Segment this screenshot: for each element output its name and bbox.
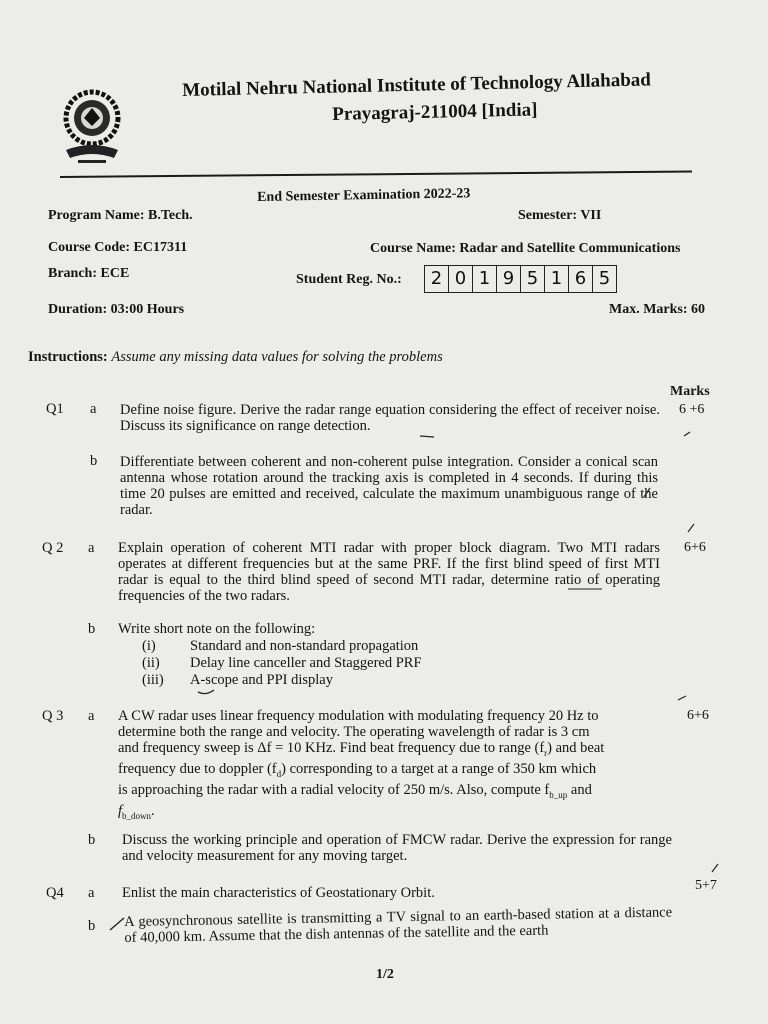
list-item-number: (iii) bbox=[142, 672, 164, 688]
part-label: b bbox=[88, 832, 96, 848]
question-marks: 5+7 bbox=[695, 878, 717, 893]
program-name: Program Name: B.Tech. bbox=[48, 208, 193, 223]
marks-header: Marks bbox=[670, 384, 710, 399]
list-item bbox=[142, 672, 422, 689]
page-number: 1/2 bbox=[376, 967, 394, 982]
question-text: Discuss the working principle and operation of FMCW radar. Derive the expression for range and velocity measurement for any moving target. bbox=[122, 832, 672, 864]
institute-logo bbox=[56, 84, 128, 166]
reg-digit: 6 bbox=[569, 266, 593, 292]
reg-digit: 0 bbox=[449, 266, 473, 292]
reg-digit: 2 bbox=[425, 266, 449, 292]
instructions bbox=[28, 349, 443, 366]
instructions-label: Instructions: bbox=[28, 349, 108, 365]
duration: Duration: 03:00 Hours bbox=[48, 302, 185, 317]
reg-digit: 5 bbox=[521, 266, 545, 292]
instructions-text: Assume any missing data values for solving the problems bbox=[111, 349, 443, 365]
question-text: Write short note on the following: bbox=[118, 621, 316, 637]
course-code: Course Code: EC17311 bbox=[48, 240, 188, 255]
list-item-text: A-scope and PPI display bbox=[190, 672, 333, 688]
list-item bbox=[142, 655, 422, 672]
exam-title: End Semester Examination 2022-23 bbox=[257, 186, 471, 205]
question-text: A geosynchronous satellite is transmitting a TV signal to an earth-based station at a distance of 40,000 km. Assume that the dish antennas of the satellite and the earth bbox=[124, 904, 673, 946]
list-item-text: Delay line canceller and Staggered PRF bbox=[190, 655, 422, 671]
semester: Semester: VII bbox=[518, 208, 602, 223]
part-label: b bbox=[88, 918, 96, 934]
question-number: Q1 bbox=[46, 401, 64, 417]
part-label: a bbox=[88, 708, 95, 724]
question-number: Q 3 bbox=[42, 708, 64, 724]
reg-digit: 1 bbox=[545, 266, 569, 292]
reg-digit: 1 bbox=[473, 266, 497, 292]
list-item-number: (ii) bbox=[142, 655, 160, 671]
max-marks: Max. Marks: 60 bbox=[609, 302, 706, 317]
part-label: a bbox=[88, 885, 95, 901]
header-divider bbox=[60, 170, 692, 178]
part-label: a bbox=[88, 540, 95, 556]
question-marks: 6+6 bbox=[687, 708, 709, 723]
student-reg-number-box bbox=[424, 265, 617, 293]
list-item bbox=[142, 638, 422, 655]
question-text: Differentiate between coherent and non-coherent pulse integration. Consider a conical scan antenna whose rotation around the tracking axis is completed in 4 seconds. If during this time 20 pulses are emitted and received, calculate the maximum unambiguous range of the radar. bbox=[120, 454, 658, 518]
list-item-number: (i) bbox=[142, 638, 156, 654]
question-marks: 6 +6 bbox=[679, 402, 705, 417]
list-item-text: Standard and non-standard propagation bbox=[190, 638, 419, 654]
institute-name: Motilal Nehru National Institute of Technology Allahabad bbox=[182, 69, 652, 101]
part-label: b bbox=[88, 621, 96, 637]
part-label: b bbox=[90, 453, 98, 469]
question-text: Define noise figure. Derive the radar range equation considering the effect of receiver noise. Discuss its significance on range detection. bbox=[120, 402, 660, 434]
question-text: Explain operation of coherent MTI radar with proper block diagram. Two MTI radars operates at different frequencies but at the same PRF. If the first blind speed of first MTI radar is equal to the third blind speed of second MTI radar, determine ratio of operating frequencies of the two radars. bbox=[118, 540, 660, 604]
student-reg-label: Student Reg. No.: bbox=[296, 272, 402, 287]
reg-digit: 9 bbox=[497, 266, 521, 292]
institute-location: Prayagraj-211004 [India] bbox=[332, 99, 538, 125]
question-text: A CW radar uses linear frequency modulation with modulating frequency 20 Hz to determine both the range and velocity. The operating wavelength of radar is 3 cm and frequency sweep is Δf = 10 KHz. Find beat frequency due to range $(f_r)$ and beat frequency due to doppler $(f_d)$ corresponding to a target at a range of 350 km which is approaching the radar with a radial velocity of 250 m/s. Also, compute $f_{b\_up}$ and $f_{b\_down}$. bbox=[118, 708, 605, 821]
short-note-list bbox=[142, 638, 422, 689]
part-label: a bbox=[90, 401, 97, 417]
question-marks: 6+6 bbox=[684, 540, 706, 555]
course-name: Course Name: Radar and Satellite Communications bbox=[370, 241, 681, 256]
reg-digit: 5 bbox=[598, 268, 611, 289]
question-text: Enlist the main characteristics of Geostationary Orbit. bbox=[122, 885, 435, 901]
branch: Branch: ECE bbox=[48, 266, 130, 281]
question-number: Q4 bbox=[46, 885, 64, 901]
question-number: Q 2 bbox=[42, 540, 64, 556]
